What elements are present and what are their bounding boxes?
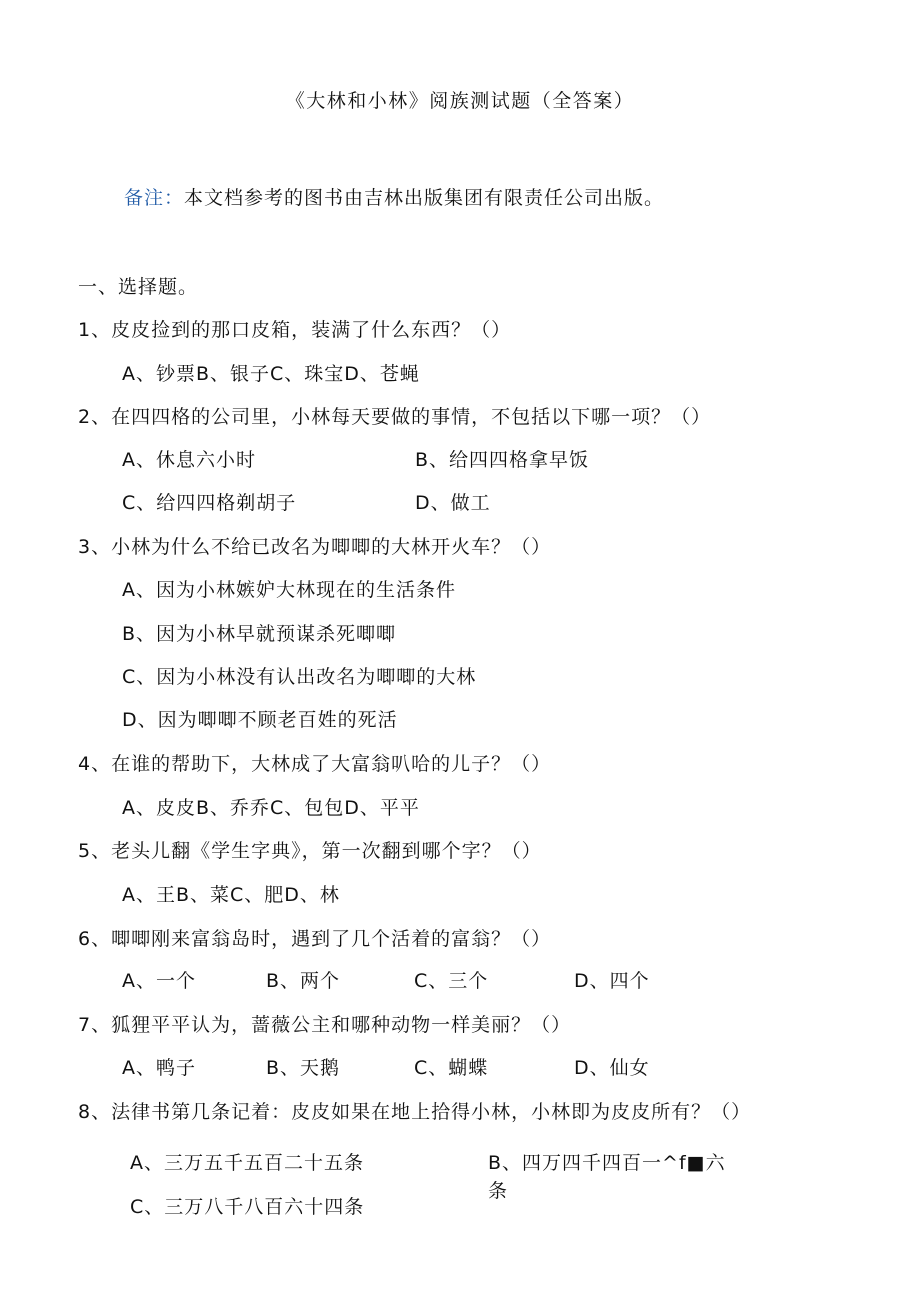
question-5: 5、老头儿翻《学生字典》，第一次翻到哪个字？（） xyxy=(78,840,542,862)
question-7-option-b: B、天鹅 xyxy=(266,1057,341,1079)
note-text: 本文档参考的图书由吉林出版集团有限责任公司出版。 xyxy=(184,187,665,209)
question-7-option-a: A、鸭子 xyxy=(122,1057,196,1079)
question-8-option-b: B、四万四千四百一^f■六 xyxy=(488,1152,726,1174)
note-paragraph xyxy=(124,185,664,211)
question-6-option-a: A、一个 xyxy=(122,970,196,992)
question-8: 8、法律书第几条记着：皮皮如果在地上拾得小林，小林即为皮皮所有？（） xyxy=(78,1101,752,1123)
question-4: 4、在谁的帮助下，大林成了大富翁叭哈的儿子？（） xyxy=(78,753,552,775)
section-title: 一、选择题。 xyxy=(78,276,199,298)
question-2-option-a: A、休息六小时 xyxy=(122,449,256,471)
question-8-option-a: A、三万五千五百二十五条 xyxy=(130,1152,364,1174)
question-8-option-b-continued: 条 xyxy=(488,1180,509,1202)
question-2: 2、在四四格的公司里，小林每天要做的事情，不包括以下哪一项？（） xyxy=(78,406,712,428)
question-6-option-b: B、两个 xyxy=(266,970,341,992)
question-3-option-d: D、因为唧唧不顾老百姓的死活 xyxy=(122,709,398,731)
question-3-option-a: A、因为小林嫉妒大林现在的生活条件 xyxy=(122,579,456,601)
document-title: 《大林和小林》阅族测试题（全答案） xyxy=(285,90,635,112)
question-2-option-b: B、给四四格拿早饭 xyxy=(415,449,590,471)
question-3: 3、小林为什么不给已改名为唧唧的大林开火车？（） xyxy=(78,536,552,558)
question-3-option-b: B、因为小林早就预谋杀死唧唧 xyxy=(122,623,397,645)
question-2-option-c: C、给四四格剃胡子 xyxy=(122,492,297,514)
question-4-options: A、皮皮B、乔乔C、包包D、平平 xyxy=(122,797,420,819)
question-7-option-c: C、蝴蝶 xyxy=(414,1057,489,1079)
question-5-options: A、王B、菜C、肥D、林 xyxy=(122,884,340,906)
question-1-options: A、钞票B、银子C、珠宝D、苍蝇 xyxy=(122,363,420,385)
question-7: 7、狐狸平平认为，蔷薇公主和哪种动物一样美丽？（） xyxy=(78,1014,572,1036)
question-7-option-d: D、仙女 xyxy=(574,1057,650,1079)
question-2-option-d: D、做工 xyxy=(415,492,491,514)
question-3-option-c: C、因为小林没有认出改名为唧唧的大林 xyxy=(122,666,477,688)
note-label: 备注： xyxy=(124,187,185,209)
question-6-option-c: C、三个 xyxy=(414,970,489,992)
question-6-option-d: D、四个 xyxy=(574,970,650,992)
question-1: 1、皮皮捡到的那口皮箱，装满了什么东西？（） xyxy=(78,319,512,341)
question-8-option-c: C、三万八千八百六十四条 xyxy=(130,1196,365,1218)
question-6: 6、唧唧刚来富翁岛时，遇到了几个活着的富翁？（） xyxy=(78,928,552,950)
